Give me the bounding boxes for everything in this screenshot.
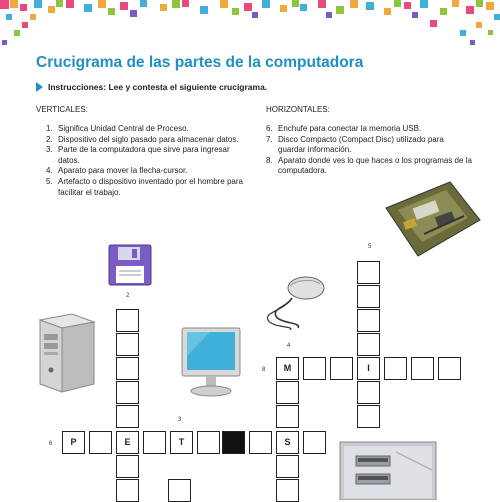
clue-item: 2. Dispositivo del siglo pasado para almacenar datos. — [46, 134, 239, 144]
crossword-cell[interactable] — [116, 479, 139, 502]
crossword-cell[interactable] — [357, 285, 380, 308]
clue-number: 2 — [126, 293, 130, 299]
crossword-cell[interactable] — [168, 479, 191, 502]
clue-item: 1. Significa Unidad Central de Proceso. — [46, 124, 189, 133]
instructions-text: Instrucciones: Lee y contesta el siguiente crucigrama. — [48, 82, 268, 92]
pixel-header-decoration — [0, 0, 500, 48]
play-arrow-icon — [36, 82, 43, 92]
verticales-heading: VERTICALES: — [36, 105, 88, 114]
crossword-cell[interactable] — [276, 381, 299, 404]
crossword-cell[interactable] — [276, 405, 299, 428]
crossword-cell[interactable] — [384, 357, 407, 380]
crossword-cell[interactable] — [303, 357, 326, 380]
crossword-cell[interactable] — [116, 333, 139, 356]
crossword-cell[interactable] — [276, 479, 299, 502]
crossword-cell[interactable]: S — [276, 431, 299, 454]
page-title: Crucigrama de las partes de la computadora — [36, 54, 364, 71]
crossword-cell[interactable] — [411, 357, 434, 380]
horizontales-heading: HORIZONTALES: — [266, 105, 330, 114]
crossword-cell[interactable] — [330, 357, 353, 380]
clue-item: 6. Enchufe para conectar la memoria USB. — [266, 124, 422, 133]
crossword-cell[interactable] — [357, 381, 380, 404]
clue-number: 3 — [178, 417, 182, 423]
cpu-tower-icon — [34, 312, 96, 394]
crossword-cell[interactable]: P — [62, 431, 85, 454]
clue-number: 6 — [49, 441, 53, 447]
clue-number: 5 — [368, 244, 372, 250]
crossword-cell[interactable] — [116, 405, 139, 428]
crossword-black-cell — [222, 431, 245, 454]
horizontales-clues — [266, 124, 472, 177]
crossword-cell[interactable]: M — [276, 357, 299, 380]
crossword-cell[interactable] — [116, 357, 139, 380]
clue-item: 4. Aparato para mover la flecha-cursor. — [46, 166, 188, 176]
crossword-cell[interactable] — [276, 455, 299, 478]
crossword-cell[interactable] — [438, 357, 461, 380]
clue-item: 8. Aparato donde ves lo que haces o los programas de la computadora. — [266, 155, 472, 176]
crossword-cell[interactable] — [357, 333, 380, 356]
motherboard-icon — [384, 180, 482, 258]
crossword-cell[interactable] — [116, 381, 139, 404]
monitor-icon — [180, 326, 244, 398]
crossword-cell[interactable] — [357, 405, 380, 428]
crossword-cell[interactable] — [116, 455, 139, 478]
clue-item: 7. Disco Compacto (Compact Disc) utilizado para guardar información. — [266, 134, 444, 155]
crossword-cell[interactable]: E — [116, 431, 139, 454]
crossword-cell[interactable] — [357, 261, 380, 284]
crossword-cell[interactable]: T — [170, 431, 193, 454]
verticales-clues — [46, 124, 252, 198]
clue-number: 8 — [262, 367, 266, 373]
clue-item: 3. Parte de la computadora que sirve para ingresar datos. — [46, 145, 230, 165]
instructions — [36, 82, 267, 92]
crossword-cell[interactable] — [143, 431, 166, 454]
clue-item: 5. Artefacto o dispositivo inventado por el hombre para facilitar el trabajo. — [46, 176, 243, 197]
crossword-cell[interactable] — [116, 309, 139, 332]
crossword-cell[interactable] — [249, 431, 272, 454]
mouse-icon — [262, 272, 332, 330]
crossword-cell[interactable] — [357, 309, 380, 332]
crossword-cell[interactable] — [303, 431, 326, 454]
crossword-cell[interactable]: I — [357, 357, 380, 380]
usb-port-icon — [336, 440, 438, 500]
clue-number: 4 — [287, 343, 291, 349]
crossword-cell[interactable] — [89, 431, 112, 454]
floppy-disk-icon — [108, 244, 152, 286]
crossword-cell[interactable] — [197, 431, 220, 454]
